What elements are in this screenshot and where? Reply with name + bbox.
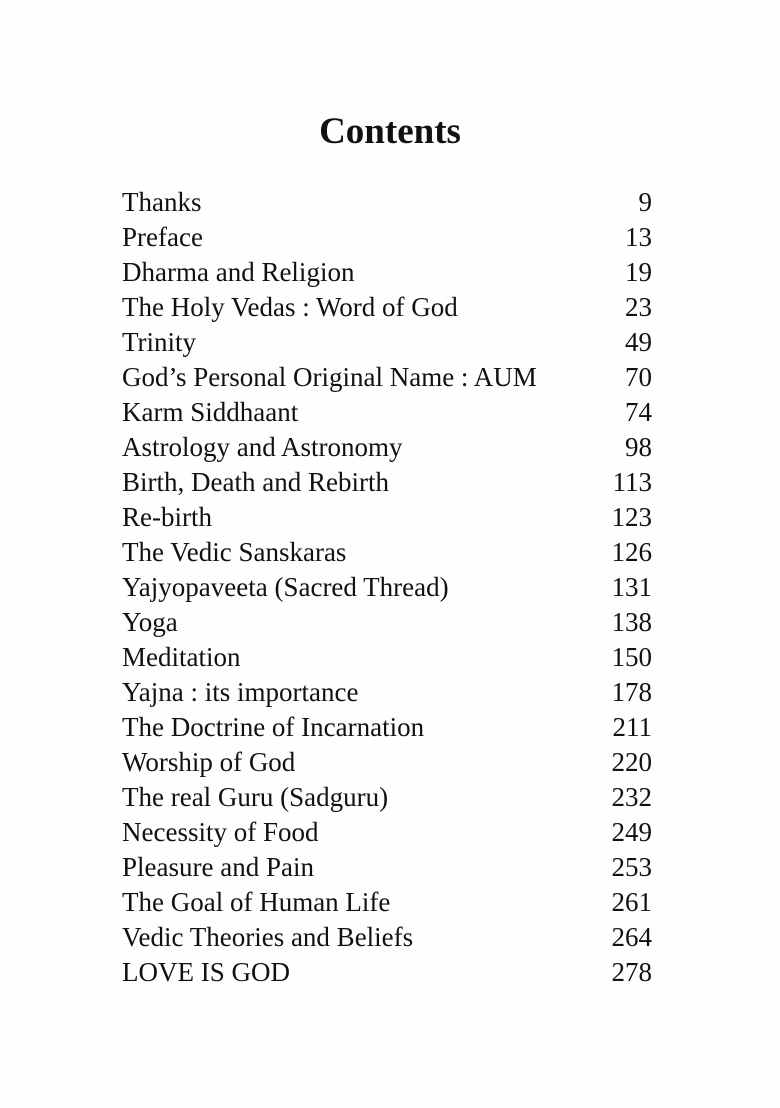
table-of-contents — [122, 185, 652, 990]
toc-entry-title: Re-birth — [122, 502, 212, 532]
toc-entry-title: Vedic Theories and Beliefs — [122, 922, 414, 952]
toc-entry-title: The Doctrine of Incarnation — [122, 712, 425, 742]
toc-entry-page: 178 — [611, 677, 652, 707]
toc-entry — [122, 675, 652, 710]
toc-entry-title: LOVE IS GOD — [122, 957, 290, 987]
toc-entry-page: 220 — [611, 747, 652, 777]
toc-entry-page: 261 — [611, 887, 652, 917]
toc-entry — [122, 185, 652, 220]
toc-entry-page: 138 — [611, 607, 652, 637]
page-title: Contents — [319, 111, 461, 152]
toc-entry-page: 126 — [611, 537, 652, 567]
toc-entry-page: 278 — [611, 957, 652, 987]
toc-entry-title: Dharma and Religion — [122, 257, 355, 287]
toc-entry-title: Astrology and Astronomy — [122, 432, 403, 462]
toc-entry — [122, 850, 652, 885]
toc-entry-page: 232 — [611, 782, 652, 812]
toc-entry-page: 13 — [625, 222, 652, 252]
toc-entry-page: 98 — [625, 432, 652, 462]
toc-entry-title: Birth, Death and Rebirth — [122, 467, 389, 497]
toc-entry-page: 70 — [625, 362, 652, 392]
toc-entry — [122, 395, 652, 430]
toc-entry-page: 253 — [611, 852, 652, 882]
toc-entry — [122, 430, 652, 465]
toc-entry — [122, 780, 652, 815]
toc-entry — [122, 570, 652, 605]
toc-entry-page: 211 — [612, 712, 652, 742]
toc-entry — [122, 255, 652, 290]
toc-entry-page: 113 — [612, 467, 652, 497]
toc-entry-title: Yajyopaveeta (Sacred Thread) — [122, 572, 449, 602]
toc-entry-page: 49 — [625, 327, 652, 357]
toc-entry — [122, 290, 652, 325]
toc-entry-title: The real Guru (Sadguru) — [122, 782, 389, 812]
toc-entry-title: The Vedic Sanskaras — [122, 537, 347, 567]
toc-entry-title: The Holy Vedas : Word of God — [122, 292, 458, 322]
toc-entry-title: Trinity — [122, 327, 197, 357]
toc-entry-page: 23 — [625, 292, 652, 322]
toc-entry — [122, 500, 652, 535]
toc-entry-title: Pleasure and Pain — [122, 852, 314, 882]
toc-entry — [122, 745, 652, 780]
toc-entry-page: 131 — [611, 572, 652, 602]
toc-entry — [122, 220, 652, 255]
toc-entry-title: The Goal of Human Life — [122, 887, 391, 917]
toc-entry-title: Worship of God — [122, 747, 296, 777]
toc-entry — [122, 325, 652, 360]
toc-entry-title: Preface — [122, 222, 203, 252]
toc-entry-page: 264 — [611, 922, 652, 952]
toc-entry — [122, 640, 652, 675]
toc-entry-page: 249 — [611, 817, 652, 847]
toc-entry — [122, 535, 652, 570]
toc-entry-page: 123 — [611, 502, 652, 532]
toc-entry — [122, 710, 652, 745]
toc-entry — [122, 605, 652, 640]
toc-entry-page: 74 — [625, 397, 652, 427]
toc-entry — [122, 465, 652, 500]
toc-entry-title: God’s Personal Original Name : AUM — [122, 362, 537, 392]
toc-entry — [122, 815, 652, 850]
toc-entry — [122, 885, 652, 920]
toc-entry-title: Yoga — [122, 607, 178, 637]
toc-entry — [122, 920, 652, 955]
toc-entry — [122, 360, 652, 395]
toc-entry-page: 19 — [625, 257, 652, 287]
toc-entry-title: Yajna : its importance — [122, 677, 359, 707]
toc-entry-title: Thanks — [122, 187, 202, 217]
toc-entry-title: Necessity of Food — [122, 817, 319, 847]
toc-entry-title: Karm Siddhaant — [122, 397, 299, 427]
toc-entry — [122, 955, 652, 990]
toc-entry-page: 150 — [611, 642, 652, 672]
toc-entry-title: Meditation — [122, 642, 241, 672]
toc-entry-page: 9 — [638, 187, 652, 217]
